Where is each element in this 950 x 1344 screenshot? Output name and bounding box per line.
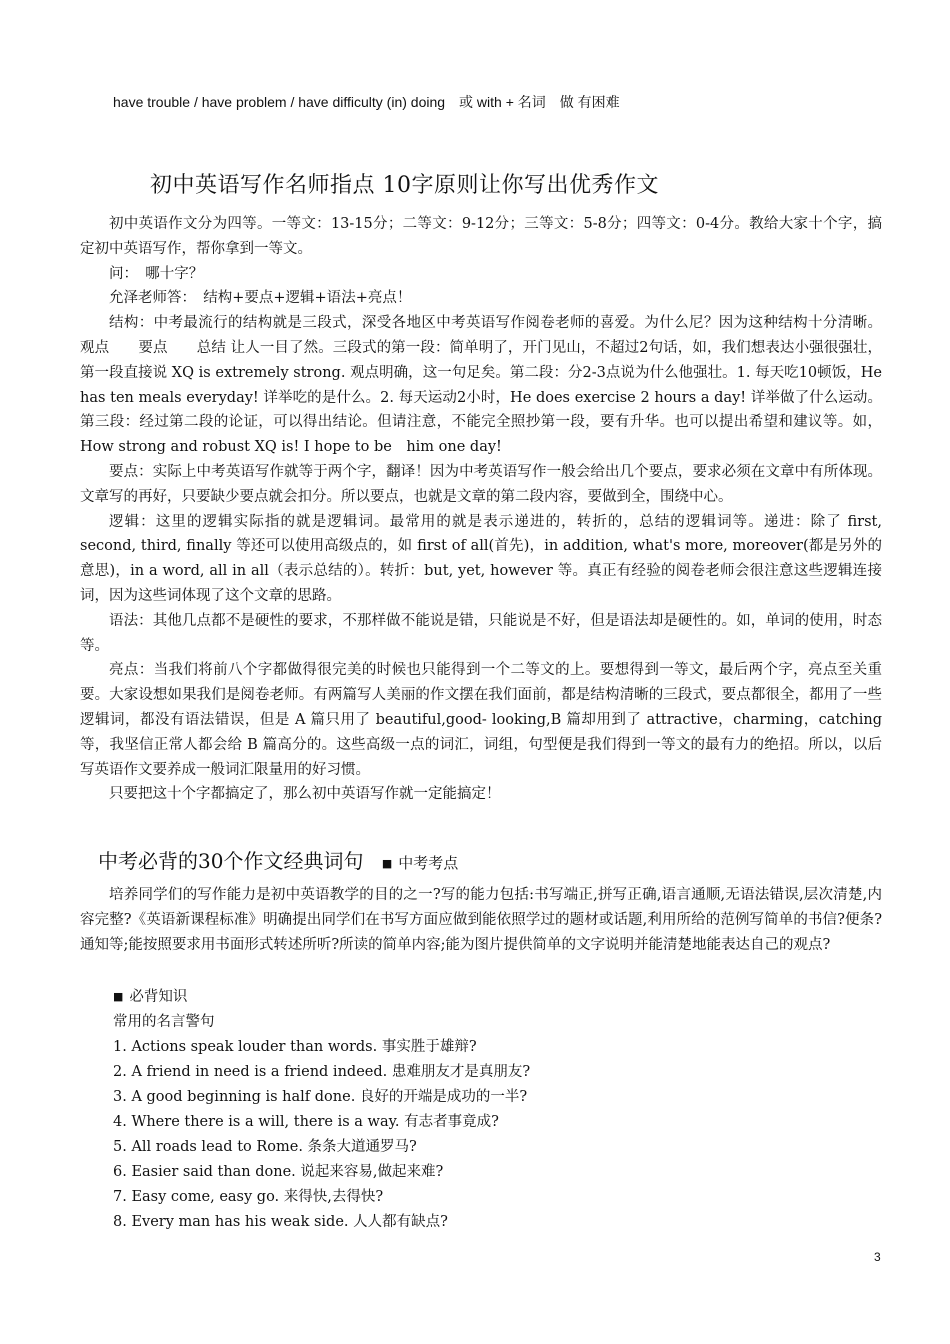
- article-title: 初中英语写作名师指点 10字原则让你写出优秀作文: [150, 173, 659, 198]
- list-item: 3. A good beginning is half done. 良好的开端是成功的一半?: [113, 1089, 528, 1105]
- square-bullet-icon: ■: [381, 857, 393, 870]
- list-item: 8. Every man has his weak side. 人人都有缺点?: [113, 1214, 448, 1230]
- paragraph-answer: 允泽老师答： 结构+要点+逻辑+语法+亮点！: [109, 290, 412, 307]
- list-item: 4. Where there is a will, there is a way. 有志者事竟成?: [113, 1114, 499, 1130]
- section-intro: 培养同学们的写作能力是初中英语教学的目的之一?写的能力包括:书写端正,拼写正确,语言通顺,无语法错误,层次清楚,内容完整?《英语新课程标准》明确提出同学们在书写方面应做到能依照学过的题材或话题,利用所给的范例写简单的书信?便条?通知等;能按照要求用书面形式转述所听?所读的简单内容;能为图片提供简单的文字说明并能清楚地能表达自己的观点?: [80, 887, 882, 953]
- paragraph-logic: 逻辑：这里的逻辑实际指的就是逻辑词。最常用的就是表示递进的，转折的，总结的逻辑词等。递进：除了 first, second, third, finally 等还可以使用高级点的，如 first of all(首先)，in addition, what's more, moreover(都是另外的意思)，in a word, all in all（表示总结的）。转折：but, yet, however 等。真正有经验的阅卷老师会很注意这些逻辑连接词，因为这些词体现了这个文章的思路。: [80, 513, 882, 604]
- paragraph-grammar: 语法：其他几点都不是硬性的要求，不那样做不能说是错，只能说是不好，但是语法却是硬性的。如，单词的使用，时态等。: [80, 612, 882, 654]
- paragraph-key-points: 要点：实际上中考英语写作就等于两个字，翻译！因为中考英语写作一般会给出几个要点，要求必须在文章中有所体现。文章写的再好，只要缺少要点就会扣分。所以要点，也就是文章的第二段内容，要做到全，围绕中心。: [80, 463, 882, 505]
- list-item: 2. A friend in need is a friend indeed. 患难朋友才是真朋友?: [113, 1064, 531, 1080]
- section-heading: [98, 845, 458, 874]
- subhead-label: 必背知识: [129, 989, 188, 1005]
- list-item: 5. All roads lead to Rome. 条条大道通罗马?: [113, 1139, 417, 1155]
- proverb-list: [113, 985, 530, 1235]
- section-title: 中考必背的30个作文经典词句: [98, 849, 364, 873]
- list-item: 1. Actions speak louder than words. 事实胜于雄辩?: [113, 1039, 477, 1055]
- header-line: have trouble / have problem / have difficulty (in) doing 或 with + 名词 做 有困难: [113, 94, 620, 110]
- paragraph-intro: 初中英语作文分为四等。一等文：13-15分；二等文：9-12分；三等文：5-8分；四等文：0-4分。教给大家十个字，搞定初中英语写作，帮你拿到一等文。: [80, 216, 882, 257]
- list-item: 6. Easier said than done. 说起来容易,做起来难?: [113, 1164, 444, 1180]
- page-number: 3: [874, 1250, 881, 1264]
- square-bullet-icon: ■: [113, 990, 124, 1003]
- paragraph-conclusion: 只要把这十个字都搞定了，那么初中英语写作就一定能搞定！: [109, 786, 501, 803]
- list-item: 7. Easy come, easy go. 来得快,去得快?: [113, 1189, 384, 1205]
- article-body: [80, 212, 882, 807]
- paragraph-question: 问： 哪十字？: [109, 265, 204, 282]
- list-title: 常用的名言警句: [113, 1014, 215, 1030]
- section-tag: [382, 854, 458, 872]
- paragraph-highlights: 亮点：当我们将前八个字都做得很完美的时候也只能得到一个二等文的上。要想得到一等文，最后两个字，亮点至关重要。大家设想如果我们是阅卷老师。有两篇写人美丽的作文摆在我们面前，都是结构清晰的三段式，要点都很全，都用了一些逻辑词，都没有语法错误，但是 A 篇只用了 beautiful,good- looking,B 篇却用到了 attractive，charming，catching 等，我坚信正常人都会给 B 篇高分的。这些高级一点的词汇，词组，句型便是我们得到一等文的最有力的绝招。所以，以后写英语作文要养成一般词汇限量用的好习惯。: [80, 662, 882, 778]
- paragraph-structure: 结构：中考最流行的结构就是三段式，深受各地区中考英语写作阅卷老师的喜爱。为什么尼？因为这种结构十分清晰。 观点 要点 总结 让人一目了然。三段式的第一段：简单明了，开门见山，不超过2句话，如，我们想表达小强很强壮，第一段直接说 XQ is extremely strong. 观点明确，这一句足矣。第二段：分2-3点说为什么他强壮。1. 每天吃10顿饭，He has ten meals everyday! 详举吃的是什么。2. 每天运动2小时，He does exercise 2 hours a day! 详举做了什么运动。第三段：经过第二段的论证，可以得出结论。但请注意，不能完全照抄第一段，要有升华。也可以提出希望和建议等。如，How strong and robust XQ is! I hope to be him one day!: [80, 315, 882, 456]
- section-tag-label: 中考考点: [398, 854, 459, 872]
- subhead: [113, 985, 530, 1010]
- section-body: [80, 883, 882, 957]
